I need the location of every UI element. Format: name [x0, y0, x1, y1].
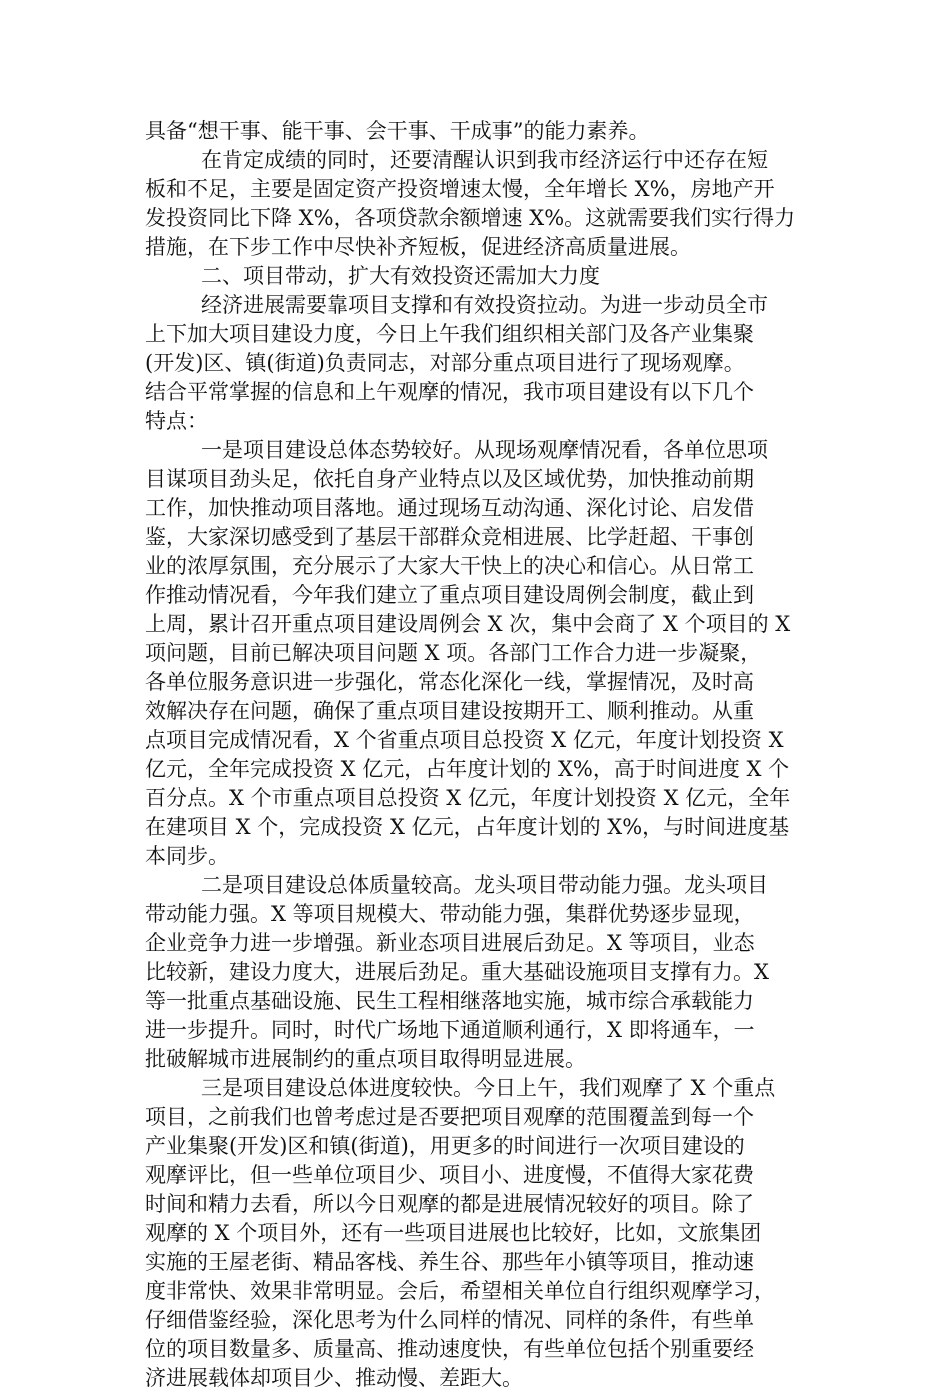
text-line: 发投资同比下降 X%，各项贷款余额增速 X%。这就需要我们实行得力: [145, 206, 796, 230]
text-line: 目谋项目劲头足，依托自身产业特点以及区域优势，加快推动前期: [145, 467, 754, 491]
text-line: 时间和精力去看，所以今日观摩的都是进展情况较好的项目。除了: [145, 1192, 754, 1216]
text-line: (开发)区、镇(街道)负责同志，对部分重点项目进行了现场观摩。: [145, 351, 745, 375]
text-line: 度非常快、效果非常明显。会后，希望相关单位自行组织观摩学习，: [145, 1279, 775, 1303]
text-line: 实施的王屋老街、精品客栈、养生谷、那些年小镇等项目，推动速: [145, 1250, 754, 1274]
text-line: 百分点。X 个市重点项目总投资 X 亿元，年度计划投资 X 亿元，全年: [145, 786, 791, 810]
text-line: 特点：: [145, 409, 208, 433]
text-line: 点项目完成情况看，X 个省重点项目总投资 X 亿元，年度计划投资 X: [145, 728, 784, 752]
text-line: 措施，在下步工作中尽快补齐短板，促进经济高质量进展。: [145, 235, 691, 259]
text-line: 亿元，全年完成投资 X 亿元，占年度计划的 X%，高于时间进度 X 个: [145, 757, 790, 781]
paragraph-start-line: 三是项目建设总体进度较快。今日上午，我们观摩了 X 个重点: [201, 1076, 776, 1100]
paragraph-start-line: 二是项目建设总体质量较高。龙头项目带动能力强。龙头项目: [201, 873, 768, 897]
text-line: 在建项目 X 个，完成投资 X 亿元，占年度计划的 X%，与时间进度基: [145, 815, 790, 839]
text-line: 板和不足，主要是固定资产投资增速太慢，全年增长 X%，房地产开: [145, 177, 775, 201]
document-page: [145, 117, 815, 1393]
text-line: 工作，加快推动项目落地。通过现场互动沟通、深化讨论、启发借: [145, 496, 754, 520]
text-line: 效解决存在问题，确保了重点项目建设按期开工、顺利推动。从重: [145, 699, 754, 723]
text-line: 本同步。: [145, 844, 229, 868]
text-line: 企业竞争力进一步增强。新业态项目进展后劲足。X 等项目，业态: [145, 931, 755, 955]
text-line: 批破解城市进展制约的重点项目取得明显进展。: [145, 1047, 586, 1071]
text-line: 鉴，大家深切感受到了基层干部群众竞相进展、比学赶超、干事创: [145, 525, 754, 549]
paragraph-start-line: 二、项目带动，扩大有效投资还需加大力度: [201, 264, 600, 288]
text-line: 带动能力强。X 等项目规模大、带动能力强，集群优势逐步显现，: [145, 902, 755, 926]
text-line: 上下加大项目建设力度，今日上午我们组织相关部门及各产业集聚: [145, 322, 754, 346]
text-line: 观摩评比，但一些单位项目少、项目小、进度慢，不值得大家花费: [145, 1163, 754, 1187]
text-line: 项目，之前我们也曾考虑过是否要把项目观摩的范围覆盖到每一个: [145, 1105, 754, 1129]
text-line: 项问题，目前已解决项目问题 X 项。各部门工作合力进一步凝聚，: [145, 641, 762, 665]
paragraph-start-line: 经济进展需要靠项目支撑和有效投资拉动。为进一步动员全市: [201, 293, 768, 317]
text-line: 比较新，建设力度大，进展后劲足。重大基础设施项目支撑有力。X: [145, 960, 769, 984]
text-line: 仔细借鉴经验，深化思考为什么同样的情况、同样的条件，有些单: [145, 1308, 754, 1332]
text-line: 具备“想干事、能干事、会干事、干成事”的能力素养。: [145, 119, 650, 143]
text-line: 结合平常掌握的信息和上午观摩的情况，我市项目建设有以下几个: [145, 380, 754, 404]
text-line: 位的项目数量多、质量高、推动速度快，有些单位包括个别重要经: [145, 1337, 754, 1361]
text-line: 业的浓厚氛围，充分展示了大家大干快上的决心和信心。从日常工: [145, 554, 754, 578]
paragraph-start-line: 一是项目建设总体态势较好。从现场观摩情况看，各单位思项: [201, 438, 768, 462]
text-line: 进一步提升。同时，时代广场地下通道顺利通行，X 即将通车，一: [145, 1018, 755, 1042]
text-line: 上周，累计召开重点项目建设周例会 X 次，集中会商了 X 个项目的 X: [145, 612, 791, 636]
text-line: 济进展载体却项目少、推动慢、差距大。: [145, 1366, 523, 1390]
text-line: 产业集聚(开发)区和镇(街道)，用更多的时间进行一次项目建设的: [145, 1134, 745, 1158]
text-line: 作推动情况看，今年我们建立了重点项目建设周例会制度，截止到: [145, 583, 754, 607]
text-line: 观摩的 X 个项目外，还有一些项目进展也比较好，比如，文旅集团: [145, 1221, 762, 1245]
text-line: 各单位服务意识进一步强化，常态化深化一线，掌握情况，及时高: [145, 670, 754, 694]
paragraph-start-line: 在肯定成绩的同时，还要清醒认识到我市经济运行中还存在短: [201, 148, 768, 172]
text-line: 等一批重点基础设施、民生工程相继落地实施，城市综合承载能力: [145, 989, 754, 1013]
